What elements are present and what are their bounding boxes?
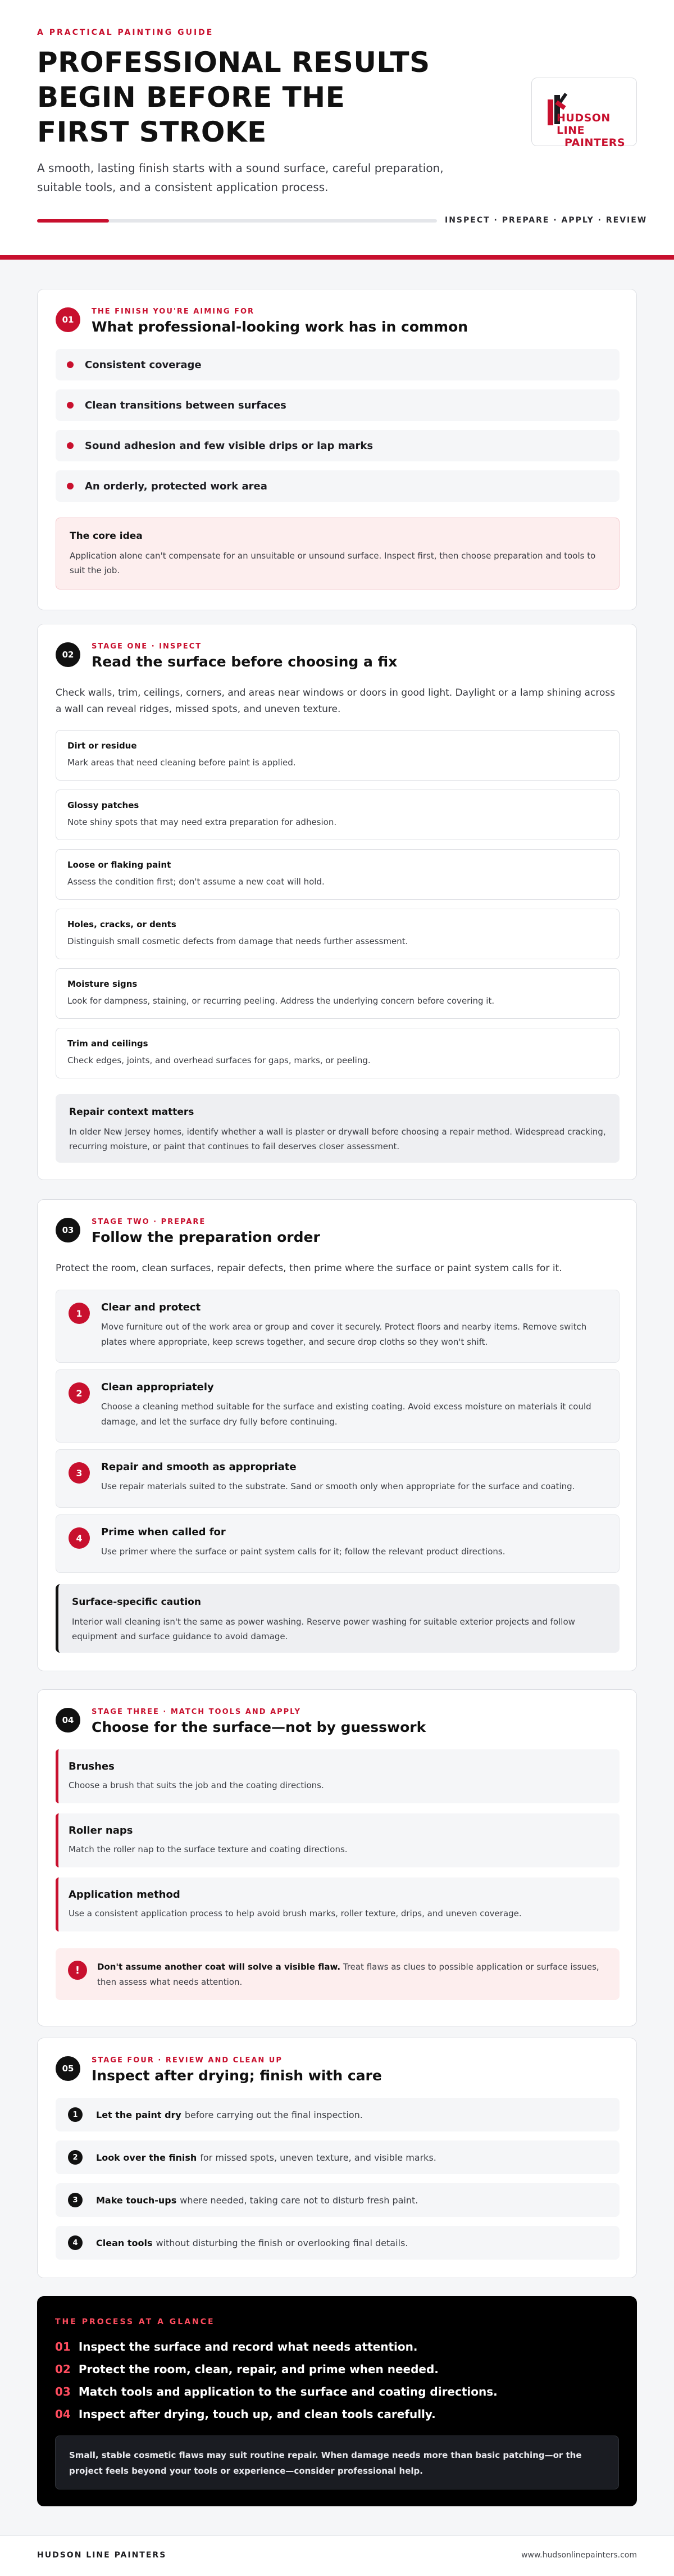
list-item: Clean transitions between surfaces <box>56 389 620 421</box>
step-body: Use repair materials suited to the substrate. Sand or smooth only when appropriate for the surface and coating. <box>101 1481 575 1491</box>
check-item: Dirt or residue Mark areas that need cleaning before paint is applied. <box>56 730 620 781</box>
section-title: Inspect after drying; finish with care <box>92 2067 382 2084</box>
tool-item: Application method Use a consistent application process to help avoid brush marks, roller texture, drips, and uneven coverage. <box>56 1877 620 1931</box>
core-idea-callout <box>56 518 620 589</box>
tool-item: Roller naps Match the roller nap to the surface texture and coating directions. <box>56 1813 620 1867</box>
summary-row: 04 Inspect after drying, touch up, and clean tools carefully. <box>55 2407 436 2421</box>
prep-step <box>56 1449 620 1508</box>
warning-body: Treat flaws as clues to possible application or surface issues, then assess what needs attention. <box>97 1962 599 1987</box>
section-number: 01 <box>56 307 80 332</box>
repair-context-callout <box>56 1094 620 1163</box>
section-number: 04 <box>56 1708 80 1733</box>
check-item: Trim and ceilings Check edges, joints, and overhead surfaces for gaps, marks, or peeling. <box>56 1028 620 1078</box>
section-intro: Check walls, trim, ceilings, corners, and areas near windows or doors in good light. Daylight or a lamp shining across a wall can reveal ridges, missed spots, and uneven texture. <box>56 687 616 715</box>
inspection-item: 2 Look over the finish for missed spots, uneven texture, and visible marks. <box>56 2140 620 2174</box>
callout-body: In older New Jersey homes, identify whether a wall is plaster or drywall before choosing a repair method. Widespread cracking, recurring moisture, or paint that continues to fail deserves closer assessment. <box>69 1127 606 1151</box>
logo-line2: PAINTERS <box>564 137 626 149</box>
summary-row: 03 Match tools and application to the surface and coating directions. <box>55 2385 498 2398</box>
check-item: Holes, cracks, or dents Distinguish small cosmetic defects from damage that needs further assessment. <box>56 909 620 959</box>
section-number: 05 <box>56 2056 80 2081</box>
callout-body: Application alone can't compensate for an unsuitable or unsound surface. Inspect first, then choose preparation and tools to suit the job. <box>70 551 596 575</box>
brand-logo <box>531 78 637 149</box>
tool-item: Brushes Choose a brush that suits the job and the coating directions. <box>56 1749 620 1803</box>
bullet-dot-icon <box>67 402 74 409</box>
callout-title: The core idea <box>70 530 143 542</box>
section-number: 03 <box>56 1218 80 1242</box>
footer-url-link[interactable]: www.hudsonlinepainters.com <box>521 2551 637 2560</box>
section-inspect <box>37 624 637 1180</box>
progress-fill <box>37 219 109 223</box>
step-number: 4 <box>69 1527 90 1549</box>
steps-label: INSPECT · PREPARE · APPLY · REVIEW <box>445 216 648 225</box>
logo-line1: HUDSON LINE <box>557 112 611 137</box>
step-number: 3 <box>69 1462 90 1484</box>
check-item: Loose or flaking paint Assess the condition first; don't assume a new coat will hold. <box>56 849 620 900</box>
check-item: Glossy patches Note shiny spots that may need extra preparation for adhesion. <box>56 790 620 840</box>
section-kicker: STAGE THREE · MATCH TOOLS AND APPLY <box>92 1708 301 1716</box>
step-number: 1 <box>69 1303 90 1324</box>
section-tools <box>37 1689 637 2026</box>
page-footer <box>0 2536 674 2576</box>
section-title: What professional-looking work has in common <box>92 319 468 335</box>
prep-step <box>56 1369 620 1443</box>
check-item: Moisture signs Look for dampness, staining, or recurring peeling. Address the underlying concern before covering it. <box>56 968 620 1019</box>
surface-caution-callout <box>56 1584 620 1653</box>
step-body: Choose a cleaning method suitable for the surface and existing coating. Avoid excess moisture on materials it could damage, and let the surface dry fully before continuing. <box>101 1402 591 1427</box>
section-review <box>37 2038 637 2278</box>
warning-strong: Don't assume another coat will solve a visible flaw. <box>97 1962 341 1972</box>
section-kicker: STAGE ONE · INSPECT <box>92 642 202 651</box>
summary-kicker: THE PROCESS AT A GLANCE <box>55 2318 215 2326</box>
section-title: Read the surface before choosing a fix <box>92 654 398 670</box>
prep-step <box>56 1514 620 1573</box>
section-title: Follow the preparation order <box>92 1229 320 1245</box>
prep-step <box>56 1290 620 1363</box>
section-number: 02 <box>56 642 80 667</box>
inspection-item: 3 Make touch-ups where needed, taking care not to disturb fresh paint. <box>56 2183 620 2217</box>
section-kicker: THE FINISH YOU'RE AIMING FOR <box>92 307 254 316</box>
page-header <box>0 0 674 260</box>
section-kicker: STAGE TWO · PREPARE <box>92 1218 206 1226</box>
summary-note: Small, stable cosmetic flaws may suit routine repair. When damage needs more than basic patching—or the project feels beyond your tools or experience—consider professional help. <box>55 2436 619 2489</box>
list-item: Consistent coverage <box>56 349 620 380</box>
bullet-dot-icon <box>67 442 74 449</box>
bullet-dot-icon <box>67 361 74 368</box>
step-title: Clear and protect <box>101 1301 201 1313</box>
page-subtitle: A smooth, lasting finish starts with a sound surface, careful preparation, suitable tools, and a consistent application process. <box>37 161 444 194</box>
step-title: Prime when called for <box>101 1526 226 1538</box>
footer-brand: HUDSON LINE PAINTERS <box>37 2551 167 2560</box>
process-summary <box>37 2296 637 2506</box>
progress-bar <box>37 219 437 223</box>
page-title: PROFESSIONAL RESULTS BEGIN BEFORE THE FIRST STROKE <box>37 46 430 148</box>
section-title: Choose for the surface—not by guesswork <box>92 1719 426 1735</box>
summary-row: 01 Inspect the surface and record what needs attention. <box>55 2340 418 2353</box>
warning-icon: ! <box>68 1961 87 1980</box>
section-intro: Protect the room, clean surfaces, repair defects, then prime where the surface or paint system calls for it. <box>56 1263 562 1274</box>
inspection-item: 4 Clean tools without disturbing the finish or overlooking final details. <box>56 2226 620 2260</box>
list-item: An orderly, protected work area <box>56 470 620 502</box>
step-title: Repair and smooth as appropriate <box>101 1461 297 1473</box>
callout-title: Surface-specific caution <box>72 1597 201 1608</box>
section-prepare <box>37 1199 637 1671</box>
header-eyebrow: A PRACTICAL PAINTING GUIDE <box>37 28 214 37</box>
step-title: Clean appropriately <box>101 1381 214 1393</box>
section-kicker: STAGE FOUR · REVIEW AND CLEAN UP <box>92 2056 283 2065</box>
bullet-dot-icon <box>67 483 74 489</box>
step-body: Move furniture out of the work area or group and cover it securely. Protect floors and nearby items. Remove switch plates where appropriate, keep screws together, and secure drop cloths so they won't shift. <box>101 1322 587 1347</box>
inspection-item: 1 Let the paint dry before carrying out the final inspection. <box>56 2098 620 2131</box>
summary-row: 02 Protect the room, clean, repair, and prime when needed. <box>55 2362 439 2376</box>
callout-body: Interior wall cleaning isn't the same as power washing. Reserve power washing for suitable exterior projects and follow equipment and surface guidance to avoid damage. <box>72 1617 575 1641</box>
step-number: 2 <box>69 1382 90 1404</box>
list-item: Sound adhesion and few visible drips or lap marks <box>56 430 620 461</box>
step-body: Use primer where the surface or paint system calls for it; follow the relevant product directions. <box>101 1546 506 1557</box>
warning-callout <box>56 1948 620 2000</box>
callout-title: Repair context matters <box>69 1106 194 1118</box>
section-finish <box>37 289 637 610</box>
